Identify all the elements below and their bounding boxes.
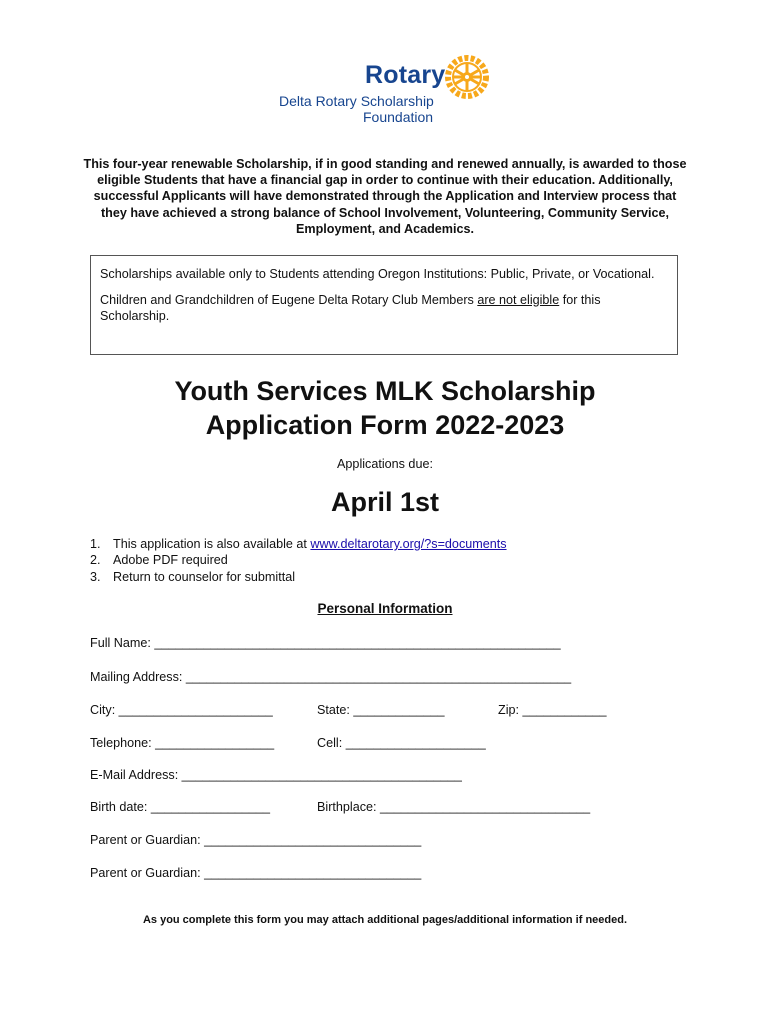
notice-para2-after: for this Scholarship. (100, 292, 601, 324)
form-title-line1: Youth Services MLK Scholarship (174, 376, 596, 406)
notice-para2-before: Children and Grandchildren of Eugene Delta Rotary Club Members (100, 292, 478, 307)
city-field[interactable]: City: ______________________ (90, 703, 273, 717)
list-number: 1. (90, 537, 101, 551)
list-text: Return to counselor for submittal (113, 569, 295, 584)
list-item (90, 552, 507, 568)
birth-date-field[interactable]: Birth date: _________________ (90, 800, 270, 814)
state-field[interactable]: State: _____________ (317, 703, 445, 717)
zip-field[interactable]: Zip: ____________ (498, 703, 607, 717)
list-number: 2. (90, 553, 101, 568)
full-name-field[interactable]: Full Name: __________________________________________________________ (90, 636, 561, 650)
cell-field[interactable]: Cell: ____________________ (317, 736, 486, 750)
due-date: April 1st (330, 487, 440, 517)
due-label: Applications due: (337, 457, 433, 471)
instructions-list (90, 536, 507, 585)
birthplace-field[interactable]: Birthplace: ______________________________ (317, 800, 591, 814)
mailing-address-field[interactable]: Mailing Address: _______________________________________________________ (90, 670, 572, 684)
email-field[interactable]: E-Mail Address: ________________________________________ (90, 768, 462, 782)
eligibility-notice-box (90, 255, 678, 355)
parent-guardian-field-2[interactable]: Parent or Guardian: _______________________________ (90, 866, 422, 880)
footer-note: As you complete this form you may attach additional pages/additional information if needed. (142, 914, 628, 926)
logo-line2: Foundation (363, 109, 434, 125)
list-number: 3. (90, 569, 101, 584)
form-title-line2: Application Form 2022-2023 (205, 410, 565, 440)
intro-paragraph: This four-year renewable Scholarship, if in good standing and renewed annually, is awarded to those eligible Students that have a financial gap in order to continue with their education. Additionally, successful Applicants will have demonstrated through the Application and Interview process that they have achieved a strong balance of School Involvement, Volunteering, Community Service, Employment, and Academics. (83, 157, 687, 236)
section-title-personal-info: Personal Information (317, 601, 453, 616)
list-text: Adobe PDF required (113, 553, 228, 568)
logo-line1: Delta Rotary Scholarship (279, 93, 434, 109)
list-text: This application is also available at (113, 537, 311, 551)
documents-link[interactable]: www.deltarotary.org/?s=documents (310, 537, 507, 551)
logo-brand: Rotary (365, 61, 446, 89)
list-item (90, 536, 507, 552)
parent-guardian-field-1[interactable]: Parent or Guardian: _______________________________ (90, 833, 422, 847)
telephone-field[interactable]: Telephone: _________________ (90, 736, 275, 750)
notice-para2 (100, 292, 668, 325)
rotary-logo (275, 52, 505, 124)
form-title (0, 374, 770, 442)
list-item (90, 569, 507, 585)
notice-not-eligible: are not eligible (477, 292, 560, 307)
notice-para1: Scholarships available only to Students attending Oregon Institutions: Public, Private, or Vocational. (100, 267, 655, 281)
rotary-wheel-icon (442, 52, 492, 102)
